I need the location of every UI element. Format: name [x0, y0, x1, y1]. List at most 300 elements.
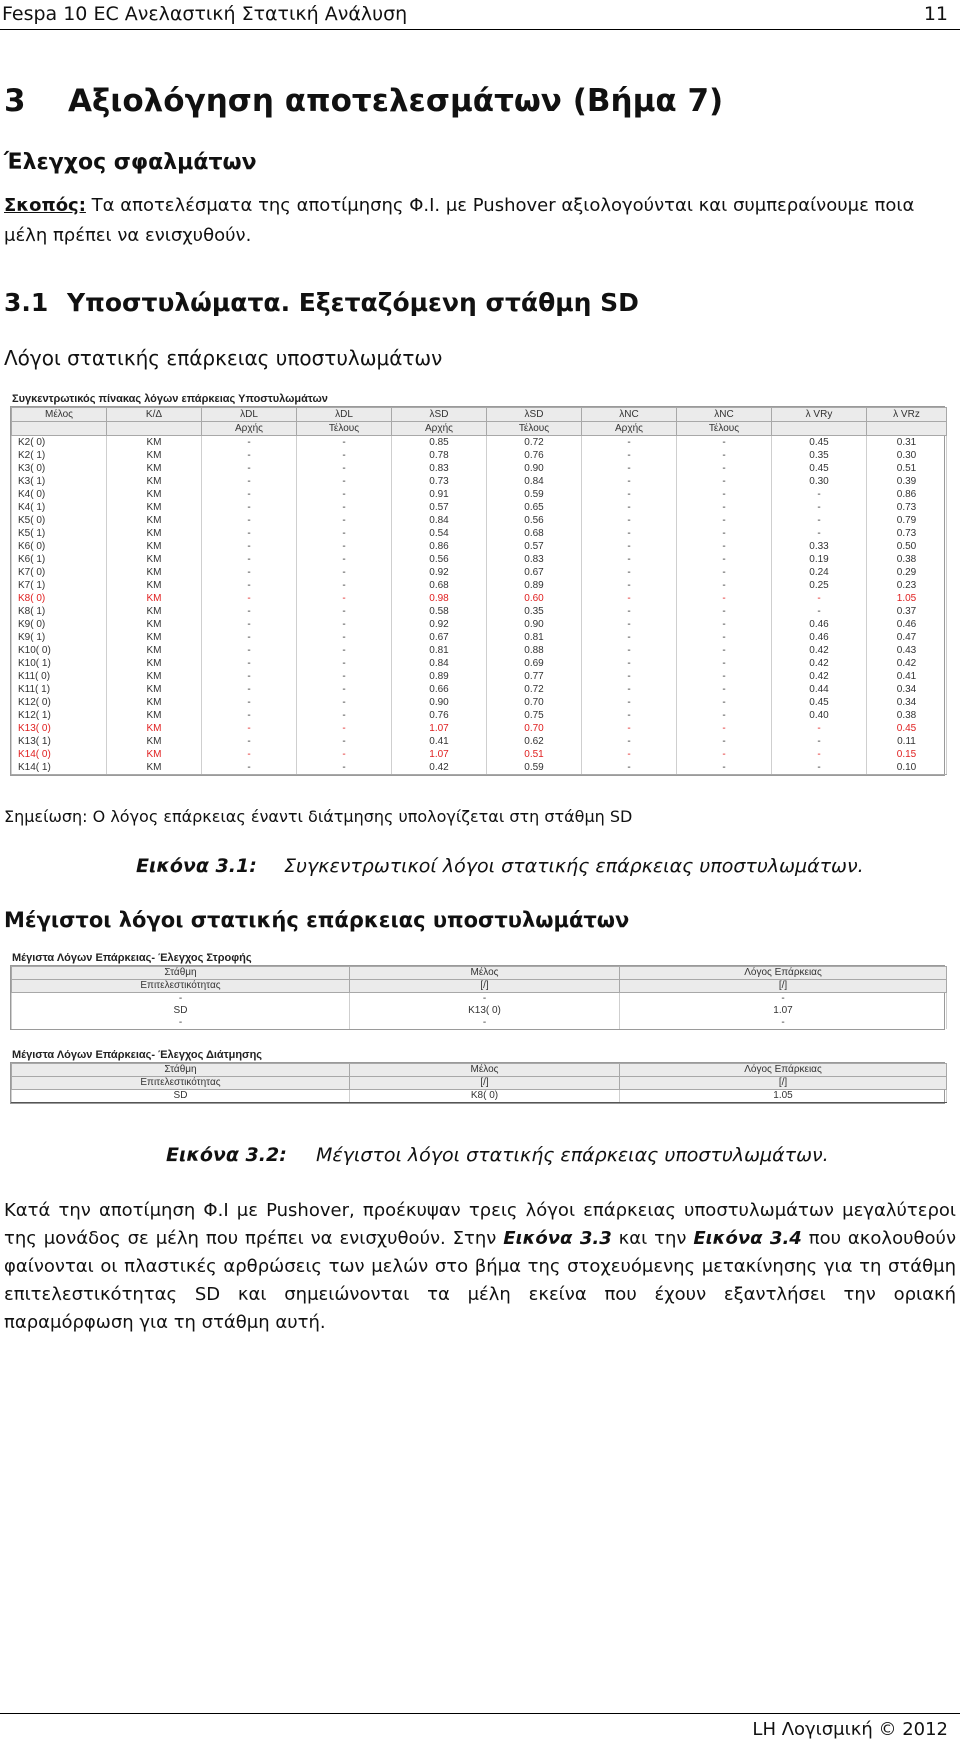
table-cell: -	[677, 696, 772, 709]
table-cell: K2( 0)	[12, 436, 107, 450]
purpose-line-2: μέλη πρέπει να ενισχυθούν.	[4, 225, 252, 246]
table-row	[12, 579, 947, 592]
table-cell: -	[677, 449, 772, 462]
body-text-3: που ακολουθούν φαίνονται οι πλαστικές αρθρώσεις των μελών στο βήμα της στοχευόμενης μετακίνησης για τη στάθμη επιτελεστικότητας SD και σημειώνονται τα μέλη εκείνα που έχουν εξαντλήσει την οριακή παραμόρφωση για τη στάθμη αυτή.	[4, 1228, 956, 1333]
table-cell: KM	[107, 579, 202, 592]
table-cell: 0.70	[487, 722, 582, 735]
table-cell: -	[202, 605, 297, 618]
table-cell: -	[582, 514, 677, 527]
figure-3-3-reference[interactable]: Εικόνα 3.3	[503, 1228, 612, 1249]
subtitle: Έλεγχος σφαλμάτων	[4, 150, 257, 175]
table-cell: -	[677, 527, 772, 540]
table-cell: 0.45	[772, 436, 867, 450]
table-cell: -	[677, 657, 772, 670]
table-cell: 0.30	[867, 449, 947, 462]
table-cell: -	[582, 761, 677, 775]
subsection-title: Υποστυλώματα. Εξεταζόμενη στάθμη SD	[67, 288, 639, 317]
table-cell: 0.10	[867, 761, 947, 775]
table-row	[12, 644, 947, 657]
table-cell: 0.29	[867, 566, 947, 579]
rotation-col-member: Μέλος	[350, 967, 620, 980]
table-cell: 0.76	[392, 709, 487, 722]
footer-text: LH Λογισμική © 2012	[752, 1719, 948, 1740]
summary-column-header: Μέλος	[12, 408, 107, 422]
table-cell: 0.90	[487, 618, 582, 631]
table-cell: 0.46	[867, 618, 947, 631]
table-cell: 0.86	[867, 488, 947, 501]
table-cell: -	[582, 475, 677, 488]
shear-col-member-unit: [/]	[350, 1077, 620, 1090]
subsection-heading	[4, 288, 639, 317]
table-cell: 0.92	[392, 566, 487, 579]
summary-column-subheader: Τέλους	[297, 422, 392, 436]
shear-header-row-1	[12, 1064, 947, 1077]
table-cell: 0.84	[392, 514, 487, 527]
table-cell: -	[297, 618, 392, 631]
summary-table-body	[12, 436, 947, 775]
table-cell: 0.45	[772, 462, 867, 475]
table-cell: 0.54	[392, 527, 487, 540]
table-cell: 0.41	[867, 670, 947, 683]
summary-header-row-top	[12, 408, 947, 422]
table-cell: 1.05	[867, 592, 947, 605]
table-cell: -	[677, 709, 772, 722]
table-cell: -	[202, 527, 297, 540]
table-cell: -	[297, 657, 392, 670]
table-cell: -	[202, 566, 297, 579]
shear-col-level: Στάθμη	[12, 1064, 350, 1077]
table-cell: KM	[107, 540, 202, 553]
table-cell: 0.62	[487, 735, 582, 748]
table-cell: -	[677, 644, 772, 657]
table-cell: -	[582, 527, 677, 540]
table-cell: -	[202, 449, 297, 462]
table-cell: K2( 1)	[12, 449, 107, 462]
table-cell: -	[297, 683, 392, 696]
table-row	[12, 670, 947, 683]
summary-column-header: λSD	[487, 408, 582, 422]
table-cell: -	[202, 735, 297, 748]
table-cell: 0.45	[772, 696, 867, 709]
table-cell: 0.34	[867, 683, 947, 696]
table-cell: KM	[107, 748, 202, 761]
table-cell: K9( 0)	[12, 618, 107, 631]
table-cell: -	[772, 605, 867, 618]
table-cell: 0.35	[772, 449, 867, 462]
table-cell: -	[772, 735, 867, 748]
table-cell: 0.46	[772, 618, 867, 631]
table-cell: -	[677, 501, 772, 514]
summary-table-title: Συγκεντρωτικός πίνακας λόγων επάρκειας Υποστυλωμάτων	[12, 393, 328, 405]
table-cell: -	[582, 631, 677, 644]
table-cell: 0.42	[772, 657, 867, 670]
table-cell: -	[297, 709, 392, 722]
summary-column-header: λDL	[297, 408, 392, 422]
table-cell: 0.51	[867, 462, 947, 475]
table-cell: -	[677, 670, 772, 683]
subsection-number: 3.1	[4, 288, 49, 317]
table-cell: -	[582, 644, 677, 657]
table-cell: 0.56	[487, 514, 582, 527]
table-cell: 0.83	[487, 553, 582, 566]
table-cell: 0.76	[487, 449, 582, 462]
table-cell: K7( 1)	[12, 579, 107, 592]
body-text-1: Κατά την αποτίμηση Φ.Ι με Pushover, προέκυψαν τρεις λόγοι επάρκειας υποστυλωμάτων μεγαλύτεροι της μονάδος σε μέλη που πρέπει να ενισχυθούν. Στην	[4, 1200, 956, 1249]
table-cell: -	[677, 592, 772, 605]
table-cell: -	[350, 1017, 620, 1029]
table-cell: 0.90	[487, 462, 582, 475]
table-cell: 0.40	[772, 709, 867, 722]
table-cell: -	[677, 605, 772, 618]
table-cell: -	[677, 683, 772, 696]
table-cell: -	[202, 696, 297, 709]
summary-column-subheader	[12, 422, 107, 436]
table-cell: 0.38	[867, 553, 947, 566]
table-cell: -	[677, 735, 772, 748]
table-cell: -	[582, 683, 677, 696]
table-cell: -	[297, 696, 392, 709]
table-row	[12, 748, 947, 761]
table-cell: -	[202, 501, 297, 514]
table-cell: -	[620, 993, 947, 1006]
table-cell: -	[677, 488, 772, 501]
table-cell: K13( 1)	[12, 735, 107, 748]
ratios-heading: Λόγοι στατικής επάρκειας υποστυλωμάτων	[4, 346, 443, 370]
table-cell: K8( 0)	[350, 1090, 620, 1103]
table-cell: -	[350, 993, 620, 1006]
table-cell: 0.88	[487, 644, 582, 657]
table-cell: 0.33	[772, 540, 867, 553]
table-cell: KM	[107, 488, 202, 501]
table-cell: -	[772, 527, 867, 540]
table-cell: K13( 0)	[12, 722, 107, 735]
table-cell: 0.39	[867, 475, 947, 488]
table-row	[12, 1017, 947, 1029]
table-cell: -	[677, 579, 772, 592]
table-cell: 0.50	[867, 540, 947, 553]
table-cell: 0.25	[772, 579, 867, 592]
table-cell: 0.86	[392, 540, 487, 553]
table-cell: -	[297, 592, 392, 605]
table-cell: KM	[107, 475, 202, 488]
table-cell: 0.91	[392, 488, 487, 501]
table-cell: -	[297, 514, 392, 527]
table-cell: -	[772, 722, 867, 735]
table-cell: K5( 1)	[12, 527, 107, 540]
table-cell: 1.07	[392, 722, 487, 735]
table-cell: -	[202, 722, 297, 735]
table-cell: -	[297, 566, 392, 579]
table-cell: -	[297, 553, 392, 566]
table-cell: K12( 1)	[12, 709, 107, 722]
table-cell: 0.65	[487, 501, 582, 514]
table-row	[12, 1090, 947, 1103]
table-cell: -	[677, 748, 772, 761]
rotation-col-ratio: Λόγος Επάρκειας	[620, 967, 947, 980]
rotation-col-level-sub: Επιτελεστικότητας	[12, 980, 350, 993]
table-cell: K8( 1)	[12, 605, 107, 618]
note: Σημείωση: Ο λόγος επάρκειας έναντι διάτμησης υπολογίζεται στη στάθμη SD	[4, 807, 633, 826]
table-cell: -	[297, 735, 392, 748]
table-cell: K13( 0)	[350, 1005, 620, 1017]
shear-table-frame	[10, 1062, 945, 1104]
table-cell: -	[297, 670, 392, 683]
figure-3-4-reference[interactable]: Εικόνα 3.4	[693, 1228, 802, 1249]
table-row	[12, 475, 947, 488]
table-cell: 0.56	[392, 553, 487, 566]
summary-column-header: λ VRy	[772, 408, 867, 422]
summary-table-frame	[10, 406, 945, 776]
figure-3-2-caption	[166, 1144, 829, 1166]
table-cell: 0.42	[772, 670, 867, 683]
table-row	[12, 631, 947, 644]
summary-column-header: λSD	[392, 408, 487, 422]
table-cell: -	[582, 709, 677, 722]
table-cell: -	[582, 501, 677, 514]
table-cell: -	[297, 631, 392, 644]
table-cell: -	[297, 722, 392, 735]
table-cell: 0.24	[772, 566, 867, 579]
page-header	[0, 0, 960, 30]
table-cell: -	[677, 514, 772, 527]
table-cell: KM	[107, 566, 202, 579]
table-cell: 0.89	[487, 579, 582, 592]
summary-column-header: λNC	[677, 408, 772, 422]
table-row	[12, 735, 947, 748]
table-row	[12, 605, 947, 618]
table-cell: 0.67	[487, 566, 582, 579]
table-cell: K10( 1)	[12, 657, 107, 670]
page-footer	[0, 1713, 960, 1745]
table-cell: -	[582, 618, 677, 631]
table-cell: 0.98	[392, 592, 487, 605]
summary-column-subheader	[107, 422, 202, 436]
table-cell: -	[582, 449, 677, 462]
purpose-line-1	[4, 192, 914, 219]
table-cell: 0.68	[392, 579, 487, 592]
table-cell: 0.42	[772, 644, 867, 657]
table-cell: 0.84	[392, 657, 487, 670]
table-cell: KM	[107, 722, 202, 735]
table-row	[12, 709, 947, 722]
table-cell: 0.44	[772, 683, 867, 696]
table-cell: KM	[107, 436, 202, 450]
table-cell: 0.41	[392, 735, 487, 748]
summary-column-subheader	[772, 422, 867, 436]
rotation-table-frame	[10, 965, 945, 1030]
shear-table	[11, 1063, 947, 1103]
table-cell: 0.66	[392, 683, 487, 696]
table-row	[12, 540, 947, 553]
table-cell: 0.73	[867, 527, 947, 540]
table-cell: -	[297, 436, 392, 450]
shear-table-title: Μέγιστα Λόγων Επάρκειας- Έλεγχος Διάτμησης	[12, 1049, 263, 1061]
table-cell: 0.43	[867, 644, 947, 657]
table-cell: -	[202, 488, 297, 501]
table-cell: -	[202, 462, 297, 475]
table-cell: SD	[12, 1090, 350, 1103]
table-row	[12, 696, 947, 709]
max-heading: Μέγιστοι λόγοι στατικής επάρκειας υποστυλωμάτων	[4, 908, 630, 932]
table-cell: -	[297, 488, 392, 501]
table-cell: -	[582, 605, 677, 618]
table-cell: -	[582, 462, 677, 475]
table-cell: 0.15	[867, 748, 947, 761]
table-cell: -	[677, 761, 772, 775]
header-title: Fespa 10 EC Ανελαστική Στατική Ανάλυση	[2, 3, 408, 25]
table-row	[12, 722, 947, 735]
table-cell: -	[772, 501, 867, 514]
summary-column-subheader: Τέλους	[677, 422, 772, 436]
table-cell: K3( 1)	[12, 475, 107, 488]
table-cell: K6( 1)	[12, 553, 107, 566]
table-cell: -	[772, 761, 867, 775]
table-cell: 0.23	[867, 579, 947, 592]
shear-header-row-2	[12, 1077, 947, 1090]
table-row	[12, 462, 947, 475]
summary-table-screenshot	[10, 392, 945, 776]
shear-table-screenshot	[10, 1048, 945, 1104]
table-cell: 0.68	[487, 527, 582, 540]
table-cell: 0.72	[487, 683, 582, 696]
table-row	[12, 449, 947, 462]
table-cell: -	[677, 436, 772, 450]
table-row	[12, 993, 947, 1006]
table-cell: -	[582, 488, 677, 501]
table-cell: -	[582, 566, 677, 579]
table-cell: 0.78	[392, 449, 487, 462]
rotation-col-ratio-unit: [/]	[620, 980, 947, 993]
table-cell: -	[202, 644, 297, 657]
figure-3-2-label: Εικόνα 3.2:	[166, 1144, 287, 1166]
table-cell: KM	[107, 683, 202, 696]
table-cell: 0.83	[392, 462, 487, 475]
table-row	[12, 683, 947, 696]
table-cell: K10( 0)	[12, 644, 107, 657]
table-cell: -	[582, 657, 677, 670]
table-cell: 0.92	[392, 618, 487, 631]
table-cell: K7( 0)	[12, 566, 107, 579]
table-cell: 0.75	[487, 709, 582, 722]
table-cell: 0.42	[392, 761, 487, 775]
summary-column-subheader: Αρχής	[202, 422, 297, 436]
figure-3-2-text: Μέγιστοι λόγοι στατικής επάρκειας υποστυλωμάτων.	[316, 1144, 829, 1166]
table-cell: KM	[107, 761, 202, 775]
summary-column-header: Κ/Δ	[107, 408, 202, 422]
table-cell: -	[297, 761, 392, 775]
table-cell: -	[202, 657, 297, 670]
table-cell: 0.60	[487, 592, 582, 605]
table-cell: 0.11	[867, 735, 947, 748]
summary-column-subheader: Τέλους	[487, 422, 582, 436]
summary-column-subheader	[867, 422, 947, 436]
table-cell: -	[297, 579, 392, 592]
table-cell: -	[297, 527, 392, 540]
table-cell: K14( 1)	[12, 761, 107, 775]
table-cell: 0.58	[392, 605, 487, 618]
purpose-label: Σκοπός:	[4, 195, 86, 216]
table-cell: -	[202, 514, 297, 527]
table-cell: -	[202, 631, 297, 644]
table-cell: -	[12, 1017, 350, 1029]
table-cell: -	[582, 735, 677, 748]
table-cell: 0.67	[392, 631, 487, 644]
table-row	[12, 1005, 947, 1017]
table-cell: -	[582, 696, 677, 709]
table-cell: -	[297, 540, 392, 553]
summary-column-header: λNC	[582, 408, 677, 422]
table-cell: KM	[107, 657, 202, 670]
rotation-table-screenshot	[10, 951, 945, 1030]
table-cell: 0.31	[867, 436, 947, 450]
table-cell: 0.77	[487, 670, 582, 683]
table-cell: -	[582, 670, 677, 683]
shear-col-level-sub: Επιτελεστικότητας	[12, 1077, 350, 1090]
table-cell: KM	[107, 631, 202, 644]
table-cell: K9( 1)	[12, 631, 107, 644]
table-cell: -	[202, 748, 297, 761]
rotation-header-row-2	[12, 980, 947, 993]
rotation-table-title: Μέγιστα Λόγων Επάρκειας- Έλεγχος Στροφής	[12, 952, 252, 964]
rotation-col-member-unit: [/]	[350, 980, 620, 993]
table-cell: KM	[107, 709, 202, 722]
table-cell: 0.57	[487, 540, 582, 553]
table-cell: -	[582, 722, 677, 735]
table-cell: KM	[107, 644, 202, 657]
table-cell: K5( 0)	[12, 514, 107, 527]
table-cell: 0.35	[487, 605, 582, 618]
table-cell: KM	[107, 670, 202, 683]
table-cell: -	[582, 540, 677, 553]
summary-column-subheader: Αρχής	[582, 422, 677, 436]
table-row	[12, 592, 947, 605]
page-number: 11	[923, 3, 948, 25]
summary-table	[11, 407, 947, 775]
table-cell: K4( 1)	[12, 501, 107, 514]
table-cell: -	[12, 993, 350, 1006]
table-cell: -	[202, 540, 297, 553]
table-cell: -	[677, 631, 772, 644]
table-row	[12, 527, 947, 540]
table-cell: 0.79	[867, 514, 947, 527]
table-cell: KM	[107, 553, 202, 566]
table-cell: KM	[107, 501, 202, 514]
table-cell: 0.84	[487, 475, 582, 488]
table-cell: 0.34	[867, 696, 947, 709]
table-cell: -	[202, 670, 297, 683]
table-cell: -	[202, 709, 297, 722]
table-cell: K11( 1)	[12, 683, 107, 696]
table-cell: 0.47	[867, 631, 947, 644]
summary-column-subheader: Αρχής	[392, 422, 487, 436]
table-cell: KM	[107, 514, 202, 527]
table-cell: 0.46	[772, 631, 867, 644]
table-cell: 0.89	[392, 670, 487, 683]
table-cell: -	[297, 462, 392, 475]
table-cell: -	[772, 748, 867, 761]
table-cell: 0.81	[487, 631, 582, 644]
table-cell: KM	[107, 605, 202, 618]
table-cell: -	[772, 592, 867, 605]
table-cell: SD	[12, 1005, 350, 1017]
table-cell: K14( 0)	[12, 748, 107, 761]
table-cell: 0.42	[867, 657, 947, 670]
body-paragraph	[4, 1197, 956, 1337]
table-cell: K12( 0)	[12, 696, 107, 709]
purpose-text-1: Τα αποτελέσματα της αποτίμησης Φ.Ι. με Pushover αξιολογούνται και συμπεραίνουμε ποια	[91, 195, 915, 216]
figure-3-1-text: Συγκεντρωτικοί λόγοι στατικής επάρκειας υποστυλωμάτων.	[284, 855, 864, 877]
table-cell: 0.19	[772, 553, 867, 566]
